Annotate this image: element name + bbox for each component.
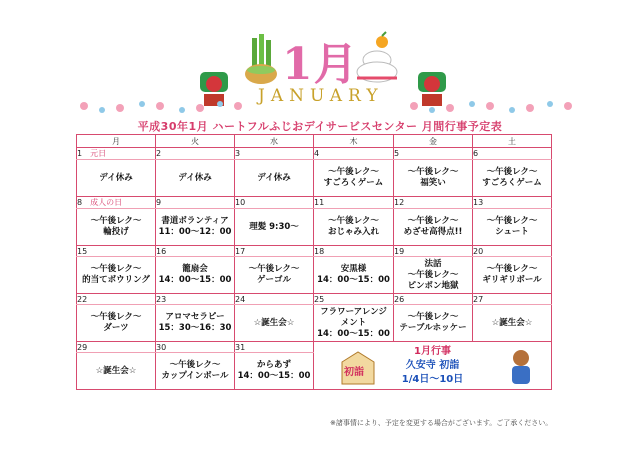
flower-garland-right	[400, 96, 580, 118]
event-text: おじゃみ入れ	[327, 227, 379, 237]
date-number: 15	[77, 246, 88, 256]
special-event-box	[314, 342, 552, 390]
special-title: 1月行事	[414, 345, 451, 357]
date-number: 22	[77, 294, 88, 304]
calendar-table	[76, 134, 552, 390]
date-row	[77, 148, 552, 160]
event-text: すごろくゲーム	[323, 178, 384, 188]
date-number: 30	[156, 342, 167, 352]
date-number: 9	[156, 198, 162, 207]
event-text: ～午後レク～	[90, 216, 142, 226]
event-text: 14：00～15：00	[237, 371, 311, 381]
event-text: 福笑い	[420, 178, 446, 188]
event-cell	[77, 353, 156, 390]
event-text: 籠扇会	[182, 264, 208, 274]
event-text: ～午後レク～	[248, 264, 300, 274]
date-cell	[314, 197, 394, 209]
date-cell	[156, 246, 235, 257]
bear-icon	[507, 348, 535, 386]
event-cell	[235, 160, 314, 197]
date-cell	[314, 294, 394, 305]
event-text: ～午後レク～	[407, 167, 459, 177]
date-cell	[473, 294, 552, 305]
special-dates: 1/4日～10日	[401, 373, 464, 385]
date-number: 31	[235, 342, 246, 352]
date-cell	[235, 246, 314, 257]
event-text: 14：00～15：00	[317, 275, 390, 285]
plaque-label: 初詣	[344, 367, 364, 378]
event-cell	[394, 209, 473, 246]
date-cell	[314, 246, 394, 257]
weekday-0: 月	[77, 135, 156, 148]
event-text: ギリギリボール	[482, 275, 542, 285]
event-text: ～午後レク～	[407, 312, 459, 322]
date-number: 11	[314, 198, 325, 207]
event-text: ～午後レク～	[486, 167, 538, 177]
event-text: カップインボール	[161, 371, 229, 381]
event-text: アロマセラピー	[165, 312, 225, 322]
event-text: シュート	[495, 227, 529, 237]
event-cell	[235, 353, 314, 390]
date-cell	[235, 148, 314, 160]
event-text: ダーツ	[103, 323, 129, 333]
event-row	[77, 305, 552, 342]
event-text: ☆誕生会☆	[95, 365, 137, 376]
event-cell	[314, 160, 394, 197]
weekday-5: 土	[473, 135, 552, 148]
date-cell	[77, 246, 156, 257]
event-text: 14：00～15：00	[158, 275, 232, 285]
date-number: 24	[235, 294, 246, 304]
event-text: デイ休み	[178, 172, 212, 183]
date-number: 18	[314, 246, 325, 256]
date-number: 1	[77, 149, 83, 158]
event-cell	[235, 257, 314, 294]
event-text: 14：00～15：00	[317, 328, 390, 339]
event-text: ～午後レク～	[486, 264, 538, 274]
date-cell	[473, 246, 552, 257]
date-cell	[473, 197, 552, 209]
event-text: ～午後レク～	[328, 167, 379, 177]
kadomatsu-icon	[240, 32, 280, 87]
event-cell	[235, 209, 314, 246]
event-cell	[235, 305, 314, 342]
event-cell	[394, 160, 473, 197]
hatsumoude-plaque-icon	[338, 350, 378, 386]
flower-garland-left	[70, 96, 250, 118]
event-text: ☆誕生会☆	[253, 317, 295, 328]
date-cell	[156, 148, 235, 160]
date-cell	[77, 342, 156, 353]
weekday-2: 水	[235, 135, 314, 148]
event-text: メント	[340, 317, 367, 328]
event-cell	[156, 353, 235, 390]
weekday-1: 火	[156, 135, 235, 148]
event-text: 11：00～12：00	[158, 227, 232, 237]
event-cell	[473, 257, 552, 294]
date-number: 29	[77, 342, 88, 352]
event-text: ～午後レク～	[90, 312, 142, 322]
date-number: 12	[394, 198, 405, 207]
event-text: 的当てボウリング	[82, 275, 150, 285]
month-title: 1月	[282, 39, 359, 90]
date-cell	[473, 148, 552, 160]
event-text: フラワーアレンジ	[320, 306, 387, 317]
event-cell	[314, 257, 394, 294]
date-row	[77, 197, 552, 209]
kagamimochi-icon	[352, 30, 402, 85]
event-text: ～午後レク～	[169, 360, 221, 370]
date-number: 3	[235, 149, 241, 158]
event-text: 輪投げ	[103, 227, 129, 237]
date-cell	[394, 294, 473, 305]
holiday-note: 成人の日	[90, 198, 123, 207]
date-number: 16	[156, 246, 167, 256]
date-number: 19	[394, 246, 405, 256]
date-cell	[77, 294, 156, 305]
date-cell	[394, 197, 473, 209]
date-cell	[235, 294, 314, 305]
date-cell	[394, 148, 473, 160]
event-cell	[156, 257, 235, 294]
date-number: 6	[473, 149, 479, 158]
event-text: ゲーゴル	[256, 275, 291, 285]
date-number: 17	[235, 246, 246, 256]
date-row	[77, 342, 552, 353]
weekday-4: 金	[394, 135, 473, 148]
event-row	[77, 160, 552, 197]
event-text: 15：30～16：30	[158, 323, 232, 333]
event-text: ～午後レク～	[407, 216, 459, 226]
date-number: 8	[77, 198, 83, 207]
header	[0, 0, 640, 118]
date-cell	[156, 342, 235, 353]
event-cell	[77, 209, 156, 246]
date-cell	[394, 246, 473, 257]
event-cell	[473, 305, 552, 342]
schedule-subtitle: 平成30年1月 ハートフルふじおデイサービスセンター 月間行事予定表	[137, 120, 503, 133]
date-number: 4	[314, 149, 320, 158]
date-number: 23	[156, 294, 167, 304]
event-text: ～午後レク～	[90, 264, 142, 274]
date-number: 20	[473, 246, 484, 256]
date-number: 10	[235, 198, 246, 207]
date-number: 13	[473, 198, 484, 207]
event-text: ピンポン地獄	[407, 280, 459, 291]
event-cell	[314, 305, 394, 342]
weekday-3: 木	[314, 135, 394, 148]
event-text: デイ休み	[99, 172, 133, 183]
date-cell	[156, 197, 235, 209]
event-cell	[394, 305, 473, 342]
event-cell	[77, 160, 156, 197]
event-cell	[156, 160, 235, 197]
event-row	[77, 257, 552, 294]
date-cell	[235, 342, 314, 353]
date-cell	[235, 197, 314, 209]
event-cell	[77, 257, 156, 294]
event-text: 理髪 9:30～	[249, 221, 299, 232]
date-number: 5	[394, 149, 400, 158]
footnote: ※諸事情により、予定を変更する場合がございます。ご了承ください。	[330, 419, 553, 427]
event-text: テーブルホッケー	[399, 323, 467, 333]
event-text: めざせ高得点!!	[403, 227, 463, 237]
event-text: ～午後レク～	[328, 216, 379, 226]
event-cell	[473, 209, 552, 246]
event-row	[77, 209, 552, 246]
date-cell	[77, 148, 156, 160]
date-cell	[77, 197, 156, 209]
event-text: 安黒様	[340, 264, 367, 274]
event-text: すごろくゲーム	[482, 178, 542, 188]
date-number: 25	[314, 294, 325, 304]
event-text: ～午後レク～	[407, 269, 459, 280]
date-cell	[156, 294, 235, 305]
special-place: 久安寺 初詣	[405, 359, 460, 371]
event-cell	[394, 257, 473, 294]
date-cell	[314, 148, 394, 160]
event-text: ～午後レク～	[486, 216, 538, 226]
event-cell	[314, 209, 394, 246]
date-number: 2	[156, 149, 162, 158]
date-number: 26	[394, 294, 405, 304]
weekday-header-row	[77, 135, 552, 148]
event-text: ☆誕生会☆	[491, 317, 533, 328]
event-cell	[156, 305, 235, 342]
event-text: 法話	[424, 258, 442, 269]
event-cell	[473, 160, 552, 197]
month-english: JANUARY	[258, 86, 384, 106]
event-cell	[77, 305, 156, 342]
event-text: からあず	[256, 360, 291, 370]
holiday-note: 元日	[90, 149, 107, 158]
date-row	[77, 246, 552, 257]
event-cell	[156, 209, 235, 246]
event-text: デイ休み	[257, 172, 291, 183]
date-number: 27	[473, 294, 484, 304]
date-row	[77, 294, 552, 305]
event-text: 書道ボランティア	[161, 216, 229, 226]
